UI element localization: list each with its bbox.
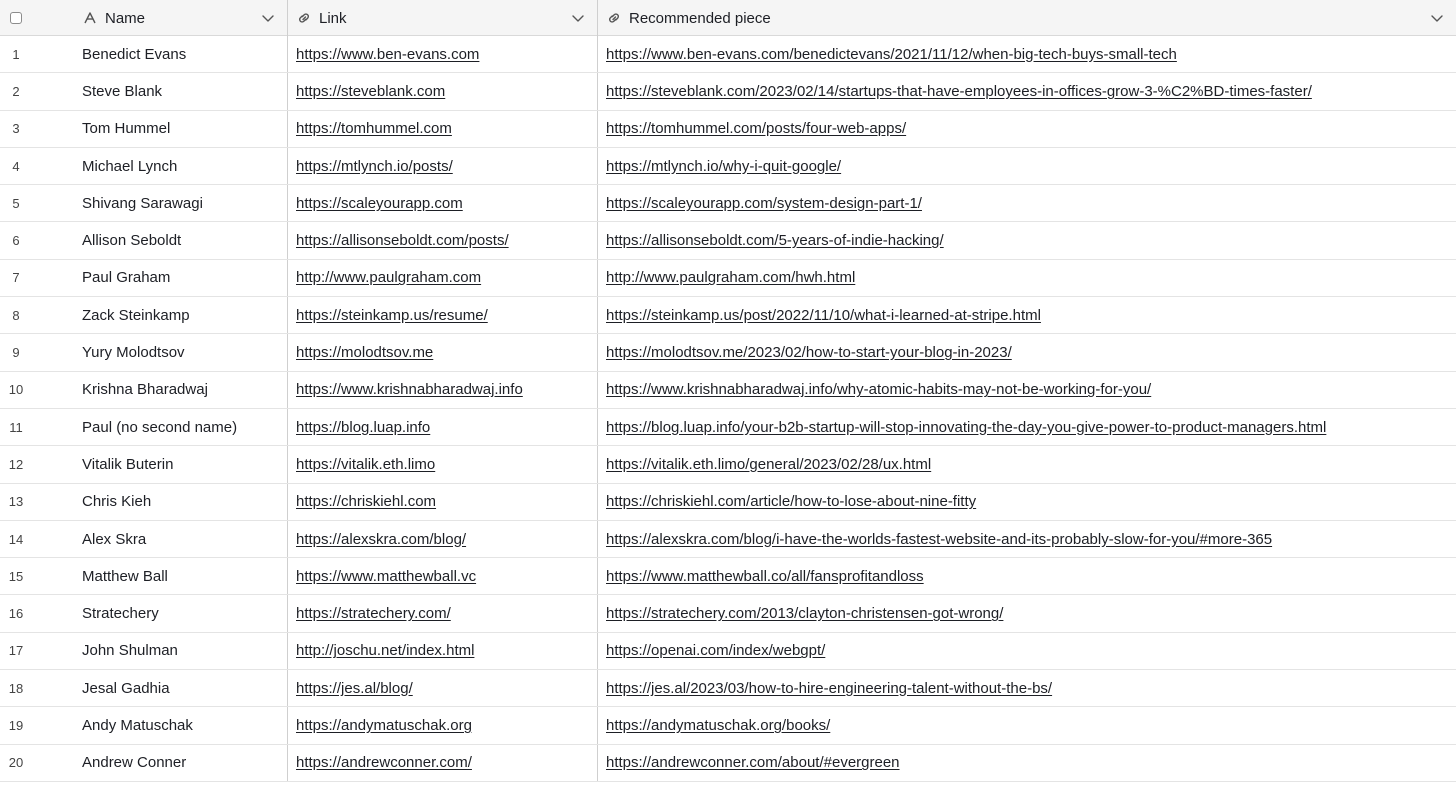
chevron-down-icon[interactable] [261, 11, 275, 25]
recommended-piece-cell[interactable] [597, 148, 1456, 184]
link-url[interactable]: https://blog.luap.info [296, 418, 431, 436]
recommended-piece-cell[interactable] [597, 260, 1456, 296]
select-all-checkbox[interactable] [10, 12, 22, 24]
name-cell[interactable]: Benedict Evans [82, 45, 187, 63]
table-row[interactable] [0, 36, 1456, 73]
table-row[interactable] [0, 633, 1456, 670]
link-url[interactable]: https://mtlynch.io/posts/ [296, 157, 453, 175]
recommended-piece-cell[interactable] [597, 36, 1456, 72]
table-row[interactable] [0, 558, 1456, 595]
link-cell[interactable] [287, 73, 597, 109]
recommended-piece-url[interactable]: https://alexskra.com/blog/i-have-the-worlds-fastest-website-and-its-probably-slow-for-you/#more-365 [606, 530, 1273, 548]
link-url[interactable]: https://vitalik.eth.limo [296, 455, 436, 473]
recommended-piece-cell[interactable] [597, 185, 1456, 221]
recommended-piece-cell[interactable] [597, 297, 1456, 333]
name-cell[interactable]: Matthew Ball [82, 567, 168, 585]
link-url[interactable]: https://andymatuschak.org [296, 716, 472, 734]
link-url[interactable]: https://chriskiehl.com [296, 493, 437, 511]
link-cell[interactable] [287, 222, 597, 258]
name-cell[interactable]: Paul (no second name) [82, 418, 238, 436]
recommended-piece-cell[interactable] [597, 707, 1456, 743]
row-number: 7 [12, 270, 20, 286]
chevron-down-icon[interactable] [1430, 11, 1444, 25]
link-url[interactable]: https://stratechery.com/ [296, 605, 451, 623]
link-url[interactable]: https://www.matthewball.vc [296, 567, 477, 585]
table-row[interactable] [0, 745, 1456, 782]
recommended-piece-cell[interactable] [597, 222, 1456, 258]
link-icon [296, 10, 312, 26]
link-cell[interactable] [287, 185, 597, 221]
name-cell[interactable]: Alex Skra [82, 530, 147, 548]
link-url[interactable]: http://joschu.net/index.html [296, 642, 475, 660]
name-cell[interactable]: Michael Lynch [82, 157, 178, 175]
link-cell[interactable] [287, 334, 597, 370]
link-url[interactable]: https://steveblank.com [296, 82, 446, 100]
column-header-link-label: Link [319, 9, 347, 27]
name-cell[interactable]: Shivang Sarawagi [82, 194, 203, 212]
recommended-piece-cell[interactable] [597, 633, 1456, 669]
row-number: 6 [12, 233, 20, 249]
table-row[interactable] [0, 260, 1456, 297]
row-number: 2 [12, 83, 20, 99]
recommended-piece-cell[interactable] [597, 334, 1456, 370]
link-cell[interactable] [287, 111, 597, 147]
table-row[interactable] [0, 595, 1456, 632]
link-url[interactable]: https://steinkamp.us/resume/ [296, 306, 488, 324]
table-row[interactable] [0, 446, 1456, 483]
table-row[interactable] [0, 670, 1456, 707]
row-number: 12 [8, 456, 24, 472]
recommended-piece-url[interactable]: https://allisonseboldt.com/5-years-of-indie-hacking/ [606, 232, 944, 250]
recommended-piece-cell[interactable] [597, 745, 1456, 781]
table-row[interactable] [0, 111, 1456, 148]
row-number: 18 [8, 680, 24, 696]
recommended-piece-url[interactable]: https://steveblank.com/2023/02/14/startups-that-have-employees-in-offices-grow-3-%C2%BD-times-faster/ [606, 82, 1312, 100]
row-number: 4 [12, 158, 20, 174]
name-cell[interactable]: Stratechery [82, 605, 159, 623]
name-cell[interactable]: Yury Molodtsov [82, 344, 185, 362]
row-number: 19 [8, 717, 24, 733]
recommended-piece-url[interactable]: https://vitalik.eth.limo/general/2023/02/28/ux.html [606, 455, 932, 473]
link-cell[interactable] [287, 148, 597, 184]
link-cell[interactable] [287, 297, 597, 333]
link-cell[interactable] [287, 707, 597, 743]
table-row[interactable] [0, 484, 1456, 521]
table-row[interactable] [0, 521, 1456, 558]
link-cell[interactable] [287, 521, 597, 557]
name-cell[interactable]: Jesal Gadhia [82, 679, 170, 697]
table-row[interactable] [0, 707, 1456, 744]
link-cell[interactable] [287, 409, 597, 445]
chevron-down-icon[interactable] [571, 11, 585, 25]
link-cell[interactable] [287, 745, 597, 781]
recommended-piece-url[interactable]: https://www.ben-evans.com/benedictevans/2021/11/12/when-big-tech-buys-small-tech [606, 45, 1177, 63]
row-number: 9 [12, 345, 20, 361]
row-number: 13 [8, 494, 24, 510]
recommended-piece-url[interactable]: https://blog.luap.info/your-b2b-startup-will-stop-innovating-the-day-you-give-power-to-product-managers.html [606, 418, 1327, 436]
name-cell[interactable]: Paul Graham [82, 269, 171, 287]
link-cell[interactable] [287, 36, 597, 72]
row-number: 10 [8, 382, 24, 398]
name-cell[interactable]: Krishna Bharadwaj [82, 381, 208, 399]
recommended-piece-cell[interactable] [597, 73, 1456, 109]
row-number: 15 [8, 568, 24, 584]
column-header-name[interactable] [76, 0, 287, 36]
table-row[interactable] [0, 222, 1456, 259]
recommended-piece-url[interactable]: https://tomhummel.com/posts/four-web-apps/ [606, 120, 907, 138]
recommended-piece-url[interactable]: https://www.krishnabharadwaj.info/why-atomic-habits-may-not-be-working-for-you/ [606, 381, 1152, 399]
recommended-piece-cell[interactable] [597, 595, 1456, 631]
grid-header [0, 0, 1456, 36]
grid-body [0, 36, 1456, 782]
name-cell[interactable]: Allison Seboldt [82, 232, 182, 250]
link-cell[interactable] [287, 260, 597, 296]
recommended-piece-url[interactable]: https://steinkamp.us/post/2022/11/10/what-i-learned-at-stripe.html [606, 306, 1041, 324]
link-url[interactable]: https://tomhummel.com [296, 120, 452, 138]
row-number: 20 [8, 755, 24, 771]
recommended-piece-url[interactable]: https://scaleyourapp.com/system-design-part-1/ [606, 194, 922, 212]
link-url[interactable]: https://allisonseboldt.com/posts/ [296, 232, 509, 250]
table-row[interactable] [0, 185, 1456, 222]
recommended-piece-cell[interactable] [597, 409, 1456, 445]
table-row[interactable] [0, 73, 1456, 110]
recommended-piece-url[interactable]: https://mtlynch.io/why-i-quit-google/ [606, 157, 842, 175]
link-cell[interactable] [287, 595, 597, 631]
recommended-piece-cell[interactable] [597, 558, 1456, 594]
link-cell[interactable] [287, 446, 597, 482]
recommended-piece-url[interactable]: https://andymatuschak.org/books/ [606, 716, 831, 734]
select-all-cell [0, 0, 32, 36]
text-field-icon [82, 10, 98, 26]
name-cell[interactable]: Steve Blank [82, 82, 163, 100]
column-header-name-label: Name [105, 9, 146, 27]
row-number: 3 [12, 121, 20, 137]
recommended-piece-cell[interactable] [597, 521, 1456, 557]
link-url[interactable]: http://www.paulgraham.com [296, 269, 482, 287]
recommended-piece-cell[interactable] [597, 670, 1456, 706]
name-cell[interactable]: Zack Steinkamp [82, 306, 190, 324]
recommended-piece-url[interactable]: https://jes.al/2023/03/how-to-hire-engineering-talent-without-the-bs/ [606, 679, 1053, 697]
recommended-piece-url[interactable]: https://molodtsov.me/2023/02/how-to-start-your-blog-in-2023/ [606, 344, 1012, 362]
link-cell[interactable] [287, 633, 597, 669]
column-header-link[interactable] [287, 0, 597, 36]
name-cell[interactable]: John Shulman [82, 642, 178, 660]
table-row[interactable] [0, 297, 1456, 334]
recommended-piece-cell[interactable] [597, 111, 1456, 147]
name-cell[interactable]: Vitalik Buterin [82, 455, 174, 473]
row-number: 1 [12, 46, 20, 62]
link-url[interactable]: https://andrewconner.com/ [296, 754, 472, 772]
row-number: 16 [8, 606, 24, 622]
table-row[interactable] [0, 334, 1456, 371]
recommended-piece-url[interactable]: https://stratechery.com/2013/clayton-christensen-got-wrong/ [606, 605, 1004, 623]
link-cell[interactable] [287, 558, 597, 594]
name-cell[interactable]: Chris Kieh [82, 493, 152, 511]
link-url[interactable]: https://www.krishnabharadwaj.info [296, 381, 523, 399]
table-row[interactable] [0, 409, 1456, 446]
link-icon [606, 10, 622, 26]
recommended-piece-url[interactable]: https://www.matthewball.co/all/fansprofitandloss [606, 567, 924, 585]
link-cell[interactable] [287, 670, 597, 706]
recommended-piece-cell[interactable] [597, 372, 1456, 408]
recommended-piece-url[interactable]: https://openai.com/index/webgpt/ [606, 642, 826, 660]
link-cell[interactable] [287, 372, 597, 408]
name-cell[interactable]: Andrew Conner [82, 754, 187, 772]
name-cell[interactable]: Andy Matuschak [82, 716, 193, 734]
table-row[interactable] [0, 372, 1456, 409]
row-number: 14 [8, 531, 24, 547]
table-row[interactable] [0, 148, 1456, 185]
row-number: 11 [9, 419, 23, 435]
link-url[interactable]: https://scaleyourapp.com [296, 194, 463, 212]
name-cell[interactable]: Tom Hummel [82, 120, 171, 138]
row-number: 8 [12, 307, 20, 323]
column-header-recommended[interactable] [597, 0, 1456, 36]
recommended-piece-url[interactable]: https://andrewconner.com/about/#evergreen [606, 754, 900, 772]
recommended-piece-url[interactable]: https://chriskiehl.com/article/how-to-lose-about-nine-fitty [606, 493, 977, 511]
link-cell[interactable] [287, 484, 597, 520]
link-url[interactable]: https://www.ben-evans.com [296, 45, 480, 63]
recommended-piece-url[interactable]: http://www.paulgraham.com/hwh.html [606, 269, 856, 287]
row-number: 5 [12, 195, 20, 211]
recommended-piece-cell[interactable] [597, 484, 1456, 520]
link-url[interactable]: https://alexskra.com/blog/ [296, 530, 467, 548]
recommended-piece-cell[interactable] [597, 446, 1456, 482]
link-url[interactable]: https://jes.al/blog/ [296, 679, 413, 697]
row-number: 17 [8, 643, 24, 659]
column-header-recommended-label: Recommended piece [629, 9, 771, 27]
link-url[interactable]: https://molodtsov.me [296, 344, 434, 362]
